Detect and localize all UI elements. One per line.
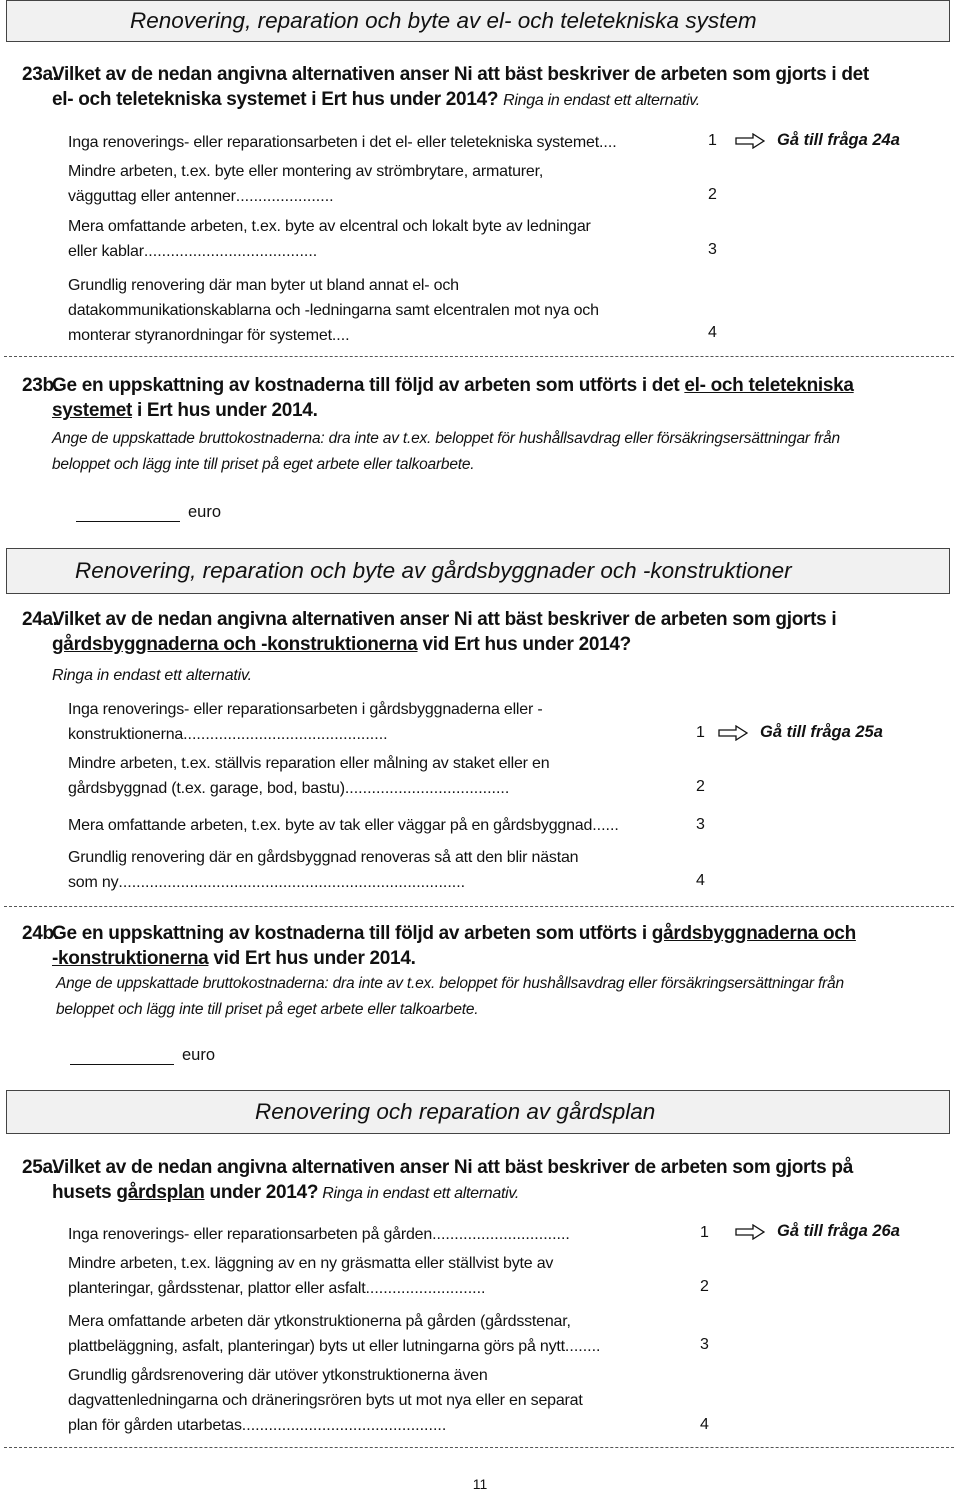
option-text: Mindre arbeten, t.ex. byte eller montering av strömbrytare, armaturer, bbox=[68, 163, 544, 180]
answer-code-2[interactable]: 2 bbox=[700, 1278, 709, 1295]
arrow-right-icon bbox=[735, 133, 765, 149]
leader-dots: .............................................. bbox=[183, 726, 388, 743]
option-24a-4[interactable] bbox=[68, 845, 578, 895]
answer-code-3[interactable]: 3 bbox=[700, 1336, 709, 1353]
option-text: vägguttag eller antenner bbox=[68, 188, 236, 205]
question-text: Ge en uppskattning av kostnaderna till följd av arbeten som utförts i bbox=[52, 923, 652, 944]
option-text: datakommunikationskablarna och -ledningarna samt elcentralen mot nya och bbox=[68, 302, 599, 319]
option-text: Inga renoverings- eller reparationsarbeten i gårdsbyggnaderna eller - bbox=[68, 701, 543, 718]
skip-text: Gå till fråga 24a bbox=[777, 131, 900, 149]
leader-dots: .... bbox=[331, 327, 350, 344]
arrow-right-icon bbox=[718, 725, 748, 741]
option-24a-3[interactable] bbox=[68, 813, 619, 838]
question-text: i Ert hus under 2014. bbox=[131, 400, 318, 421]
question-number: 23a. bbox=[22, 64, 58, 85]
note-line: Ange de uppskattade bruttokostnaderna: dra inte av t.ex. beloppet för hushållsavdrag eller försäkringsersättningar från bbox=[56, 975, 844, 992]
instruction: Ringa in endast ett alternativ. bbox=[503, 92, 700, 109]
option-text: gårdsbyggnad (t.ex. garage, bod, bastu) bbox=[68, 780, 345, 797]
option-24a-1[interactable] bbox=[68, 697, 543, 747]
option-text: Inga renoverings- eller reparationsarbeten på gården bbox=[68, 1226, 433, 1243]
answer-code-1[interactable]: 1 bbox=[700, 1224, 709, 1241]
option-text: eller kablar bbox=[68, 243, 144, 260]
option-text: planteringar, gårdsstenar, plattor eller asfalt bbox=[68, 1280, 366, 1297]
option-text: Mera omfattande arbeten, t.ex. byte av elcentral och lokalt byte av ledningar bbox=[68, 218, 591, 235]
skip-instruction bbox=[735, 1222, 900, 1241]
question-text-underlined: gårdsplan bbox=[116, 1182, 205, 1203]
answer-code-3[interactable]: 3 bbox=[696, 816, 705, 833]
instruction: Ringa in endast ett alternativ. bbox=[318, 1185, 520, 1202]
question-number: 24b. bbox=[22, 923, 59, 944]
option-text: Mera omfattande arbeten, t.ex. byte av tak eller väggar på en gårdsbyggnad bbox=[68, 817, 593, 834]
question-23b bbox=[22, 373, 932, 423]
skip-text: Gå till fråga 26a bbox=[777, 1222, 900, 1240]
instruction-note bbox=[56, 971, 956, 1023]
instruction-note bbox=[52, 426, 952, 478]
dashed-divider bbox=[4, 356, 954, 357]
section-banner-yard bbox=[6, 1090, 950, 1134]
question-text-line2: el- och teletekniska systemet i Ert hus under 2014? bbox=[52, 89, 499, 110]
question-24a bbox=[22, 607, 932, 657]
leader-dots: ........ bbox=[564, 1338, 601, 1355]
currency-unit: euro bbox=[188, 503, 222, 521]
question-text-underlined: gårdsbyggnaderna och bbox=[651, 923, 856, 944]
amount-field[interactable] bbox=[70, 1046, 215, 1065]
option-24a-2[interactable] bbox=[68, 751, 549, 801]
option-text: Mera omfattande arbeten där ytkonstruktionerna på gården (gårdsstenar, bbox=[68, 1313, 571, 1330]
section-banner-outbuildings bbox=[6, 548, 950, 594]
option-23a-1[interactable] bbox=[68, 130, 617, 155]
answer-code-2[interactable]: 2 bbox=[696, 778, 705, 795]
question-text-underlined: el- och teletekniska bbox=[684, 375, 854, 396]
option-text: Mindre arbeten, t.ex. läggning av en ny gräsmatta eller ställvist byte av bbox=[68, 1255, 554, 1272]
question-number: 25a. bbox=[22, 1157, 58, 1178]
question-text-underlined: -konstruktionerna bbox=[52, 948, 209, 969]
leader-dots: ..................................... bbox=[344, 780, 510, 797]
question-text: Ge en uppskattning av kostnaderna till följd av arbeten som utförts i det bbox=[52, 375, 685, 396]
question-text: vid Ert hus under 2014. bbox=[208, 948, 416, 969]
question-text-line1: Vilket av de nedan angivna alternativen anser Ni att bäst beskriver de arbeten som gjorts i det bbox=[52, 64, 869, 85]
leader-dots: ....................................... bbox=[143, 243, 318, 260]
section-title: Renovering, reparation och byte av gårdsbyggnader och -konstruktioner bbox=[75, 557, 792, 583]
dashed-divider bbox=[4, 1447, 954, 1448]
question-23a bbox=[22, 62, 932, 113]
option-23a-4[interactable] bbox=[68, 273, 599, 348]
question-text-line1: Vilket av de nedan angivna alternativen anser Ni att bäst beskriver de arbeten som gjorts på bbox=[52, 1157, 853, 1178]
question-number: 23b. bbox=[22, 375, 59, 396]
skip-text: Gå till fråga 25a bbox=[760, 723, 883, 741]
option-text: plan för gården utarbetas bbox=[68, 1417, 242, 1434]
question-number: 24a. bbox=[22, 609, 58, 630]
option-text: Grundlig renovering där en gårdsbyggnad renoveras så att den blir nästan bbox=[68, 849, 579, 866]
question-25a bbox=[22, 1155, 932, 1206]
dashed-divider bbox=[4, 906, 954, 907]
skip-instruction bbox=[735, 131, 900, 150]
answer-code-4[interactable]: 4 bbox=[708, 324, 717, 341]
answer-code-4[interactable]: 4 bbox=[700, 1416, 709, 1433]
option-text: Grundlig gårdsrenovering där utöver ytkonstruktionerna även bbox=[68, 1367, 488, 1384]
option-25a-1[interactable] bbox=[68, 1222, 570, 1247]
question-text: under 2014? bbox=[204, 1182, 319, 1203]
question-24b bbox=[22, 921, 932, 971]
leader-dots: .............................................................................. bbox=[118, 874, 466, 891]
answer-code-3[interactable]: 3 bbox=[708, 241, 717, 258]
question-text: husets bbox=[52, 1182, 117, 1203]
question-text-underlined: gårdsbyggnaderna och -konstruktionerna bbox=[52, 634, 418, 655]
option-text: Mindre arbeten, t.ex. ställvis reparation eller målning av staket eller en bbox=[68, 755, 550, 772]
option-text: Grundlig renovering där man byter ut bland annat el- och bbox=[68, 277, 459, 294]
option-25a-4[interactable] bbox=[68, 1363, 583, 1438]
leader-dots: ...................... bbox=[235, 188, 334, 205]
answer-code-1[interactable]: 1 bbox=[696, 724, 705, 741]
note-line: beloppet och lägg inte till priset på eget arbete eller talkoarbete. bbox=[56, 1001, 479, 1018]
skip-instruction bbox=[718, 723, 883, 742]
option-text: monterar styranordningar för systemet bbox=[68, 327, 332, 344]
leader-dots: ........................... bbox=[365, 1280, 486, 1297]
leader-dots: .............................................. bbox=[241, 1417, 447, 1434]
instruction-text: Ringa in endast ett alternativ. bbox=[52, 667, 252, 684]
option-text: konstruktionerna bbox=[68, 726, 184, 743]
instruction bbox=[52, 663, 952, 689]
leader-dots: ...... bbox=[592, 817, 619, 834]
currency-unit: euro bbox=[182, 1046, 216, 1064]
option-25a-2[interactable] bbox=[68, 1251, 553, 1301]
answer-code-4[interactable]: 4 bbox=[696, 872, 705, 889]
question-text-line1: Vilket av de nedan angivna alternativen anser Ni att bäst beskriver de arbeten som gjorts i bbox=[52, 609, 837, 630]
amount-blank-line[interactable] bbox=[70, 1046, 174, 1065]
amount-blank-line[interactable] bbox=[76, 503, 180, 522]
option-text: plattbeläggning, asfalt, planteringar) byts ut eller lutningarna görs på nytt bbox=[68, 1338, 565, 1355]
question-text: vid Ert hus under 2014? bbox=[417, 634, 631, 655]
leader-dots: ............................... bbox=[432, 1226, 570, 1243]
option-text: Inga renoverings- eller reparationsarbeten i det el- eller teletekniska systemet bbox=[68, 134, 599, 151]
page-number: 11 bbox=[472, 1476, 488, 1492]
section-title: Renovering och reparation av gårdsplan bbox=[255, 1098, 656, 1124]
option-text: som ny bbox=[68, 874, 119, 891]
section-banner-electrical bbox=[6, 0, 950, 42]
section-title: Renovering, reparation och byte av el- och teletekniska system bbox=[130, 7, 757, 33]
option-text: dagvattenledningarna och dräneringsrören byts ut mot nya eller en separat bbox=[68, 1392, 583, 1409]
amount-field[interactable] bbox=[76, 503, 221, 522]
option-23a-3[interactable] bbox=[68, 214, 591, 264]
answer-code-2[interactable]: 2 bbox=[708, 186, 717, 203]
option-25a-3[interactable] bbox=[68, 1309, 600, 1359]
leader-dots: .... bbox=[598, 134, 617, 151]
arrow-right-icon bbox=[735, 1224, 765, 1240]
note-line: beloppet och lägg inte till priset på eget arbete eller talkoarbete. bbox=[52, 456, 475, 473]
question-text-underlined: systemet bbox=[52, 400, 132, 421]
option-23a-2[interactable] bbox=[68, 159, 543, 209]
note-line: Ange de uppskattade bruttokostnaderna: dra inte av t.ex. beloppet för hushållsavdrag eller försäkringsersättningar från bbox=[52, 430, 840, 447]
answer-code-1[interactable]: 1 bbox=[708, 132, 717, 149]
